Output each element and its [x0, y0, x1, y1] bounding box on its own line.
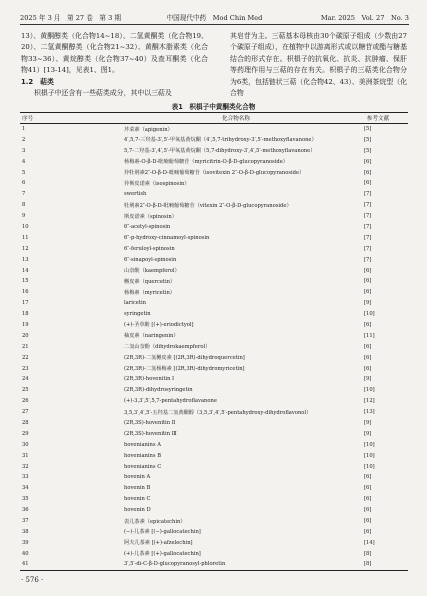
row-compound-name: (2R,3R)-dihydrosyringetin	[124, 387, 193, 394]
row-reference: [6]	[364, 518, 372, 524]
row-compound-name: 山奈酚（kaempferol）	[124, 268, 180, 275]
table-row	[20, 428, 408, 439]
running-header	[20, 10, 409, 24]
row-compound-name: 6″-sinapoyl-spinosin	[124, 256, 177, 263]
row-compound-name: hovenianins A	[124, 441, 161, 448]
table-row	[20, 363, 408, 374]
row-reference: [11]	[364, 332, 375, 339]
row-serial: 18	[22, 311, 29, 318]
row-compound-name: 杨梅素（myricetin）	[124, 289, 175, 296]
row-reference: [6]	[364, 278, 372, 285]
row-compound-name: (2R,3S)-hovenitin Ⅲ	[124, 430, 177, 437]
row-serial: 40	[22, 550, 29, 557]
row-reference: [9]	[364, 376, 372, 383]
row-compound-name: 表儿茶素（epicatechin）	[124, 518, 186, 525]
row-reference: [9]	[364, 419, 372, 426]
row-serial: 28	[22, 419, 29, 426]
table-row	[20, 526, 408, 537]
row-serial: 21	[22, 343, 29, 350]
row-compound-name: 二氢山奈酚（dihydrokaempferol）	[124, 344, 211, 351]
row-reference: [6]	[364, 528, 372, 535]
row-compound-name: (2R,3R)-hovenitin Ⅰ	[124, 376, 175, 383]
row-serial: 32	[22, 463, 29, 470]
table-row	[20, 330, 408, 341]
row-compound-name: (2R,3R)-二氢杨梅素 [(2R,3R)-dihydromyricetin]	[124, 366, 245, 373]
row-serial: 8	[22, 202, 26, 209]
table-body	[20, 124, 408, 571]
row-serial: 1	[22, 126, 26, 133]
table-row	[20, 320, 408, 331]
table-row	[20, 472, 408, 483]
row-compound-name: (2R,3R)-二氢槲皮素 [(2R,3R)-dihydroquercetin]	[124, 355, 245, 362]
row-reference: [7]	[364, 202, 372, 209]
row-reference: [6]	[364, 158, 372, 165]
paragraph-flavonoid-classes: 13）、黄酮醇类（化合物14~18）、二氢黄酮类（化合物19、20）、二氢黄酮醇类（化合物21~32）、黄酮木脂素类（化合物33~36）、黄烷醇类（化合物37~40）及查耳酮类（化合物41）[13-14]，见表1、图1。	[21, 32, 208, 75]
row-reference: [6]	[364, 289, 372, 296]
row-serial: 31	[22, 452, 29, 459]
row-reference: [6]	[364, 474, 372, 481]
row-serial: 25	[22, 387, 29, 394]
row-serial: 7	[22, 191, 26, 198]
table-caption: 表1 枳椇子中黄酮类化合物	[171, 103, 256, 111]
row-reference: [6]	[364, 169, 372, 176]
row-reference: [5]	[364, 147, 372, 154]
row-serial: 36	[22, 507, 29, 514]
row-compound-name: 6″-p-hydroxy-cinnamoyl-spinosin	[124, 234, 210, 241]
table-row	[20, 189, 408, 200]
row-reference: [10]	[364, 452, 375, 459]
row-compound-name: hovenianins B	[124, 452, 162, 459]
paragraph-terpenes-start: 枳椇子中还含有一些萜类成分，其中以三萜及	[34, 89, 172, 98]
row-reference: [7]	[364, 234, 372, 241]
table-row	[20, 167, 408, 178]
row-serial: 3	[22, 147, 26, 154]
table-row	[20, 178, 408, 189]
table-row	[20, 418, 408, 429]
table-row	[20, 222, 408, 233]
row-compound-name: hovenin D	[124, 507, 151, 514]
table-row	[20, 396, 408, 407]
row-serial: 29	[22, 430, 29, 437]
row-serial: 35	[22, 496, 29, 503]
row-serial: 5	[22, 169, 26, 176]
row-serial: 24	[22, 376, 29, 383]
section-heading-terpenes: 1.2 萜类	[21, 77, 54, 86]
row-reference: [6]	[364, 343, 372, 350]
table-row	[20, 352, 408, 363]
row-reference: [14]	[364, 539, 375, 546]
table-row	[20, 537, 408, 548]
row-reference: [6]	[364, 365, 372, 372]
table-row	[20, 298, 408, 309]
table-row	[20, 309, 408, 320]
row-compound-name: laricetin	[124, 300, 146, 307]
row-compound-name: 5,7-二羟基-3′,4′,5′-甲氧基黄烷酮（5,7-dihydroxy-3′,4′,5′-methoxyflavanone）	[124, 148, 316, 155]
row-serial: 15	[22, 278, 29, 285]
table-row	[20, 439, 408, 450]
row-reference: [7]	[364, 256, 372, 263]
row-reference: [10]	[364, 463, 375, 470]
row-compound-name: 3,5,3′,4′,5′-五羟基二氢黄酮醇（3,5,3′,4′,5′-pentahydroxy-dihydroflavonol）	[124, 409, 312, 416]
row-compound-name: 杨梅素-O-β-D-吡喃葡萄糖苷（myricitrin-O-β-D-glucopyranoside）	[124, 159, 288, 166]
row-reference: [7]	[364, 223, 372, 230]
row-reference: [5]	[364, 136, 372, 143]
row-reference: [10]	[364, 441, 375, 448]
table-row	[20, 374, 408, 385]
row-serial: 14	[22, 267, 29, 274]
left-column	[21, 31, 208, 99]
row-compound-name: 柚皮素（naringenin）	[124, 333, 179, 340]
row-compound-name: 异斯皮诺素（isospinosin）	[124, 180, 190, 187]
row-compound-name: 槲皮素（quercetin）	[124, 278, 176, 285]
table-row	[20, 341, 408, 352]
row-serial: 9	[22, 213, 26, 220]
row-reference: [6]	[364, 321, 372, 328]
row-compound-name: 异牡荆素2″-O-β-D-吡喃葡萄糖苷（isovitexin 2″-O-β-D-glucopyranoside）	[124, 170, 305, 176]
table-row	[20, 385, 408, 396]
header-reference: 参考文献	[348, 113, 408, 124]
row-compound-name: syringetin	[124, 311, 151, 318]
row-serial: 10	[22, 223, 29, 230]
row-reference: [6]	[364, 267, 372, 274]
table-row	[20, 461, 408, 472]
header-serial: 序号	[20, 113, 124, 124]
row-serial: 41	[20, 559, 124, 570]
row-serial: 39	[22, 539, 29, 546]
table-row	[20, 232, 408, 243]
row-reference: [9]	[364, 300, 372, 307]
row-reference: [13]	[364, 409, 375, 416]
row-compound-name: swertish	[124, 191, 147, 198]
row-compound-name: (+)-圣草酚 [(+)-eriodictyol]	[124, 322, 194, 329]
row-compound-name: 3′,5′-di-C-β-D-glucopyranosyl-phloretin	[124, 559, 348, 570]
row-compound-name: 牡荆素2″-O-β-D-吡喃葡萄糖苷（vitexin 2″-O-β-D-glucopyranoside）	[124, 202, 292, 209]
row-reference: [12]	[364, 398, 375, 405]
header-compound-name: 化合物名称	[124, 113, 348, 124]
row-reference: [7]	[364, 213, 372, 220]
row-compound-name: 6″-acetyl-spinosin	[124, 223, 171, 230]
row-compound-name: 斯皮诺素（spinosin）	[124, 213, 177, 220]
row-reference: [9]	[364, 430, 372, 437]
flavonoid-compounds-table	[20, 112, 408, 571]
row-compound-name: (+)-3,3′,5′,5,7-pentahydroflavanone	[124, 398, 217, 405]
row-serial: 20	[22, 332, 29, 339]
table-row	[20, 287, 408, 298]
table-row	[20, 243, 408, 254]
table-row	[20, 134, 408, 145]
row-serial: 22	[22, 354, 29, 361]
row-serial: 4	[22, 158, 26, 165]
table-row	[20, 254, 408, 265]
table-row	[20, 276, 408, 287]
row-compound-name: (−)-儿茶素 [(−)-gallocatechin]	[124, 529, 201, 536]
row-reference: [6]	[364, 485, 372, 492]
table-row	[20, 156, 408, 167]
table-row	[20, 516, 408, 527]
row-compound-name: 6″-feruloyl-spinosin	[124, 245, 175, 252]
row-serial: 12	[22, 245, 29, 252]
row-serial: 23	[22, 365, 29, 372]
table-row	[20, 407, 408, 418]
header-issue-en: Mar. 2025 Vol. 27 No. 3	[320, 14, 409, 22]
row-reference: [6]	[364, 507, 372, 514]
row-serial: 2	[22, 136, 26, 143]
row-serial: 34	[22, 485, 29, 492]
table-row	[20, 124, 408, 135]
row-compound-name: hovenin A	[124, 474, 151, 481]
row-reference: [6]	[364, 180, 372, 187]
row-serial: 37	[22, 518, 29, 524]
row-reference: [5]	[364, 126, 372, 133]
row-compound-name: (+)-儿茶素 [(+)-gallocatechin]	[124, 551, 201, 558]
row-compound-name: 4′,5,7-三羟基-3′,5′-甲氧基黄烷酮（4′,5,7-trihydroxy-3′,5′-methoxyflavanone）	[124, 137, 317, 144]
row-serial: 11	[22, 234, 29, 241]
row-serial: 17	[22, 300, 29, 307]
row-compound-name: 芹菜素（apigenin）	[124, 126, 173, 133]
table-row	[20, 559, 408, 570]
row-compound-name: hovenianins C	[124, 463, 162, 470]
row-serial: 13	[22, 256, 29, 263]
table-row	[20, 200, 408, 211]
table-row	[20, 548, 408, 559]
table-row	[20, 265, 408, 276]
row-serial: 33	[22, 474, 29, 481]
row-reference: [6]	[364, 354, 372, 361]
paragraph-triterpenes: 其皂苷为主。三萜基本母核由30个碳原子组成（少数由27个碳原子组成），在植物中以游离形式或以糖苷或酯与糖基结合的形式存在。枳椇子的抗氧化、抗炎、抗肿瘤、保肝等药理作用与三萜的存在有关。枳椇子的三萜类化合物分为6类，包括链状三萜（化合物42、43）、美洲茶烷型（化合物	[230, 32, 407, 98]
table-row	[20, 494, 408, 505]
table-row	[20, 505, 408, 516]
row-serial: 19	[22, 321, 29, 328]
row-serial: 30	[22, 441, 29, 448]
table-header-row	[20, 113, 408, 124]
row-compound-name: hovenin C	[124, 496, 151, 503]
row-compound-name: 阿夫儿茶素 [(+)-afzelechin]	[124, 540, 193, 547]
row-reference: [10]	[364, 311, 375, 318]
row-compound-name: (2R,3S)-hovenitin Ⅱ	[124, 419, 176, 426]
row-reference: [7]	[364, 191, 372, 198]
header-issue-cn: 2025 年 3 月 第 27 卷 第 3 期	[20, 14, 121, 22]
row-serial: 38	[22, 528, 29, 535]
table-row	[20, 483, 408, 494]
table-row	[20, 211, 408, 222]
row-compound-name: hovenin B	[124, 485, 151, 492]
row-serial: 16	[22, 289, 29, 296]
header-rule	[20, 24, 409, 25]
row-reference: [8]	[364, 550, 372, 557]
row-serial: 6	[22, 180, 26, 187]
table-row	[20, 450, 408, 461]
table-row	[20, 145, 408, 156]
row-serial: 26	[22, 398, 29, 405]
row-serial: 27	[22, 409, 29, 416]
header-journal-name: 中国现代中药 Mod Chin Med	[166, 14, 263, 22]
row-reference: [8]	[348, 559, 408, 570]
row-reference: [6]	[364, 496, 372, 503]
right-column	[230, 31, 407, 99]
row-reference: [7]	[364, 245, 372, 252]
page-number: · 576 ·	[21, 576, 44, 584]
row-reference: [10]	[364, 387, 375, 394]
